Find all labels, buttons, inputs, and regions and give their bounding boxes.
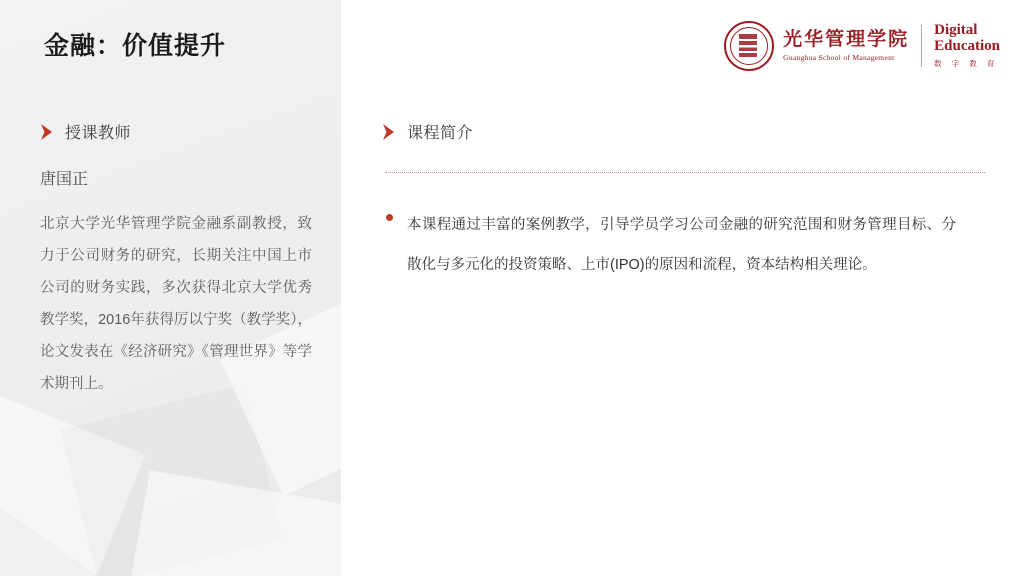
peking-university-seal-icon (724, 21, 774, 71)
course-intro-text: 本课程通过丰富的案例教学，引导学员学习公司金融的研究范围和财务管理目标、分散化与多元化的投资策略、上市(IPO)的原因和流程，资本结构相关理论。 (407, 217, 956, 273)
section-label-teacher: 授课教师 (65, 125, 132, 142)
facet-shape (120, 470, 341, 576)
digital-education-block (934, 23, 1000, 69)
logo-divider (921, 25, 922, 67)
section-divider (385, 172, 985, 173)
teacher-bio: 北京大学光华管理学院金融系副教授，致力于公司财务的研究，长期关注中国上市公司的财务实践，多次获得北京大学优秀教学奖，2016年获得厉以宁奖（教学奖），论文发表在《经济研究》《管理世界》等学术期刊上。 (40, 216, 312, 392)
section-heading-teacher (40, 120, 131, 143)
school-name-cn: 光华管理学院 (783, 29, 910, 51)
program-line1: Digital (934, 22, 978, 39)
red-chevron-icon (382, 123, 396, 141)
red-chevron-icon (40, 123, 54, 141)
program-label-cn: 数 字 教 育 (934, 58, 999, 68)
section-label-course: 课程简介 (407, 125, 474, 142)
branding-logo-group (724, 20, 1000, 72)
red-dot-bullet-icon (386, 214, 393, 221)
school-name-block (783, 30, 909, 62)
teacher-name: 唐国正 (40, 171, 89, 188)
page-title: 金融：价值提升 (44, 32, 227, 60)
program-line2: Education (934, 38, 1000, 54)
course-intro-item (386, 205, 956, 285)
school-name-en: Guanghua School of Management (783, 52, 895, 62)
section-heading-course (382, 120, 473, 143)
